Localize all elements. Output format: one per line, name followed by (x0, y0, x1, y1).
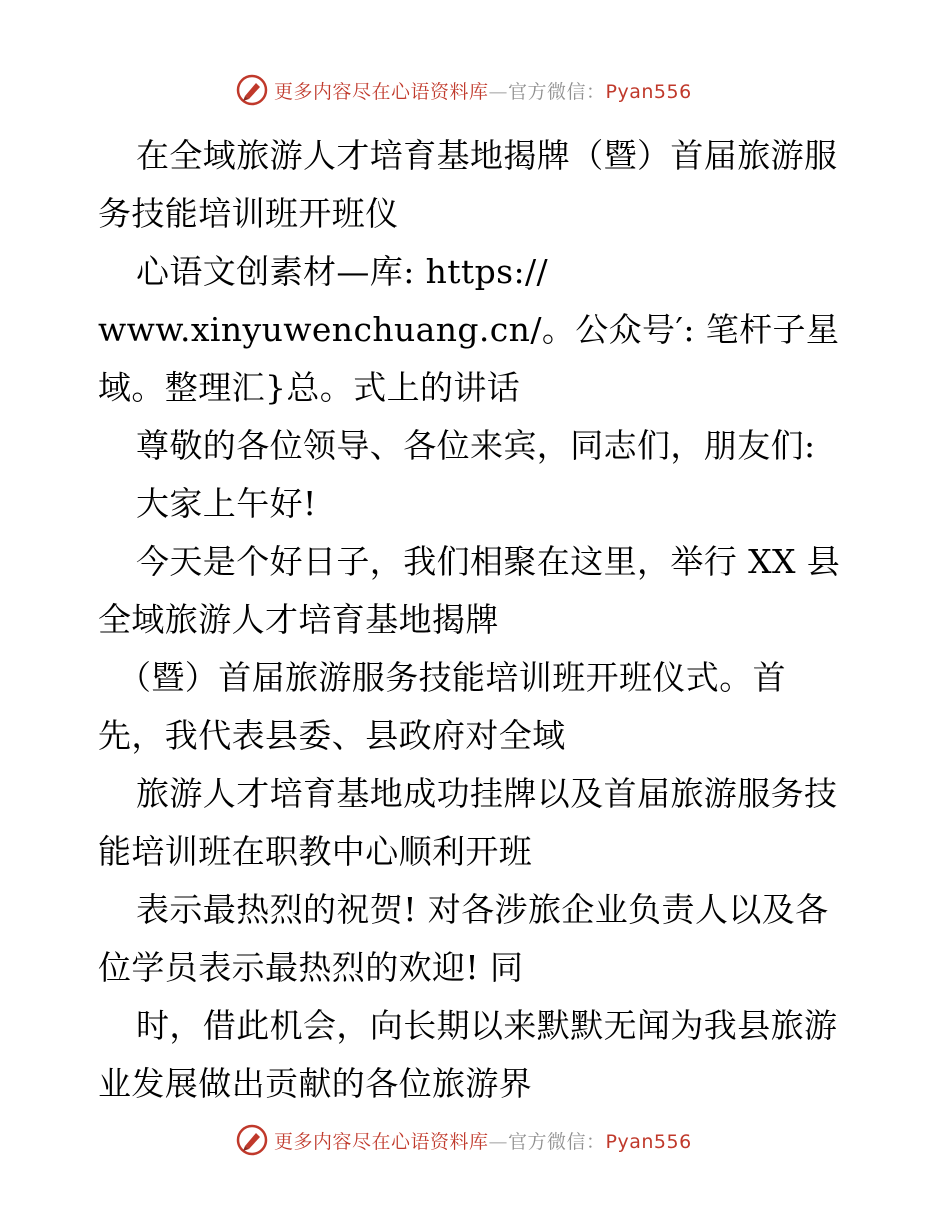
doc-line: 心语文创素材—库: https:// (136, 252, 548, 291)
document-body (98, 127, 858, 1113)
doc-line: 能培训班在职教中心顺利开班 (98, 832, 533, 871)
footer-banner-text (274, 1127, 692, 1154)
doc-line: 时，借此机会，向长期以来默默无闻为我县旅游 (136, 1006, 838, 1045)
ink-pen-logo-icon (236, 1124, 268, 1156)
ink-pen-logo-icon (236, 74, 268, 106)
doc-line: 位学员表示最热烈的欢迎! 同 (98, 948, 524, 987)
banner-wechat-id: Pyan556 (605, 1130, 692, 1153)
doc-line: 大家上午好! (136, 484, 317, 523)
doc-line: 务技能培训班开班仪 (98, 194, 399, 233)
doc-line: 全域旅游人才培育基地揭牌 (98, 600, 499, 639)
footer-banner (236, 1122, 756, 1158)
banner-dash: — (488, 80, 509, 103)
header-banner-text (274, 77, 692, 104)
doc-line: （暨）首届旅游服务技能培训班开班仪式。首 (118, 658, 786, 697)
doc-line: www.xinyuwenchuang.cn/。公众号′: 笔杆子星 (98, 310, 840, 349)
banner-wechat-id: Pyan556 (605, 80, 692, 103)
doc-line: 业发展做出贡献的各位旅游界 (98, 1064, 533, 1103)
header-banner (236, 72, 756, 108)
banner-official-label: 官方微信： (508, 80, 606, 103)
doc-line: 表示最热烈的祝贺! 对各涉旅企业负责人以及各 (136, 890, 829, 929)
banner-dash: — (488, 1130, 509, 1153)
doc-line: 尊敬的各位领导、各位来宾，同志们，朋友们: (136, 426, 816, 465)
doc-line: 今天是个好日子，我们相聚在这里，举行 XX 县 (136, 542, 841, 581)
doc-line: 域。整理汇}总。式上的讲话 (98, 368, 521, 407)
doc-line: 在全域旅游人才培育基地揭牌（暨）首届旅游服 (136, 136, 838, 175)
banner-main-text: 更多内容尽在心语资料库 (274, 1130, 489, 1153)
doc-line: 旅游人才培育基地成功挂牌以及首届旅游服务技 (136, 774, 838, 813)
banner-official-label: 官方微信： (508, 1130, 606, 1153)
banner-main-text: 更多内容尽在心语资料库 (274, 80, 489, 103)
doc-line: 先，我代表县委、县政府对全域 (98, 716, 566, 755)
